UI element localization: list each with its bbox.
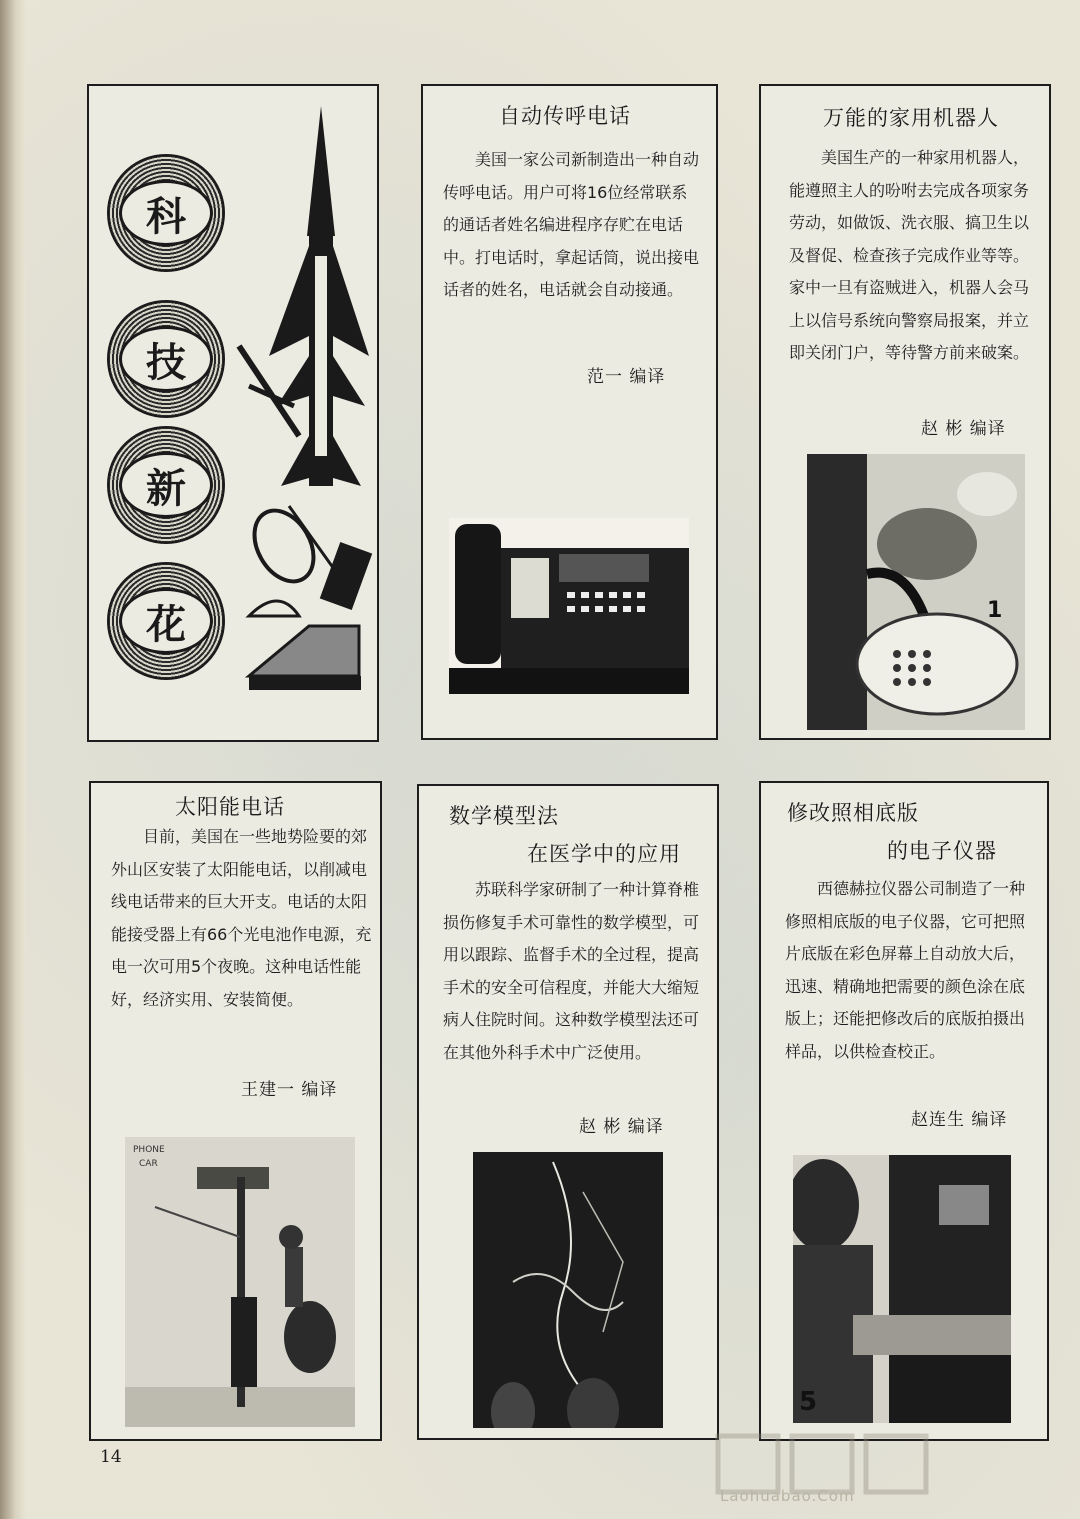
header-circle-4	[107, 562, 225, 680]
article-credit: 王建一 编译	[241, 1080, 338, 1100]
article-body: 目前，美国在一些地势险要的郊外山区安装了太阳能电话，以削减电线电话带来的巨大开支。电话的太阳能接受器上有66个光电池作电源，充电一次可用5个夜晚。这种电话性能好，经济实用、安装简便。	[111, 827, 372, 1009]
article-title: 自动传呼电话	[499, 104, 631, 128]
article-body: 美国生产的一种家用机器人，能遵照主人的吩咐去完成各项家务劳动，如做饭、洗衣服、搞卫生以及督促、检查孩子完成作业等等。家中一旦有盗贼进入，机器人会马上以信号系统向警察局报案，并立即关闭门户，等待警方前来破案。	[789, 148, 1030, 362]
header-circle-1	[107, 154, 225, 272]
section-header-panel	[87, 84, 379, 742]
header-char-4: 花	[119, 588, 213, 654]
article-body: 西德赫拉仪器公司制造了一种修照相底版的电子仪器，它可把照片底版在彩色屏幕上自动放大后，迅速、精确地把需要的颜色涂在底版上；还能把修改后的底版拍摄出样品，以供检查校正。	[785, 879, 1026, 1061]
binding-edge	[0, 0, 26, 1519]
article-credit: 赵 彬 编译	[921, 419, 1006, 439]
photo-number-label: 5	[799, 1387, 818, 1417]
watermark-url: Laohuabao.Com	[720, 1487, 855, 1505]
article-title: 修改照相底版	[787, 801, 919, 825]
article-body: 美国一家公司新制造出一种自动传呼电话。用户可将16位经常联系的通话者姓名编进程序存贮在电话中。打电话时，拿起话筒，说出接电话者的姓名，电话就会自动接通。	[443, 150, 700, 299]
article-negative-retouch	[759, 781, 1049, 1441]
article-credit: 赵连生 编译	[911, 1110, 1008, 1130]
article-title: 数学模型法	[449, 804, 559, 828]
medical-model-photo	[473, 1152, 663, 1428]
article-title: 太阳能电话	[175, 795, 285, 819]
retouch-device-photo	[793, 1155, 1011, 1423]
telephone-photo	[449, 518, 689, 694]
header-circle-3	[107, 426, 225, 544]
header-char-3: 新	[119, 452, 213, 518]
rocket-satellite-illustration	[229, 106, 379, 706]
article-household-robot	[759, 84, 1051, 740]
photo-number-label: 1	[987, 598, 1003, 623]
header-char-1: 科	[119, 180, 213, 246]
solar-phone-photo	[125, 1137, 355, 1427]
article-math-model	[417, 784, 719, 1440]
page-number: 14	[100, 1447, 122, 1467]
article-solar-phone	[89, 781, 382, 1441]
sign-text-car: CAR	[139, 1159, 158, 1169]
article-subtitle: 在医学中的应用	[527, 842, 681, 866]
header-circle-2	[107, 300, 225, 418]
robot-photo	[807, 454, 1025, 730]
article-credit: 范一 编译	[587, 367, 666, 387]
article-subtitle: 的电子仪器	[887, 839, 997, 863]
header-char-2: 技	[119, 326, 213, 392]
article-title: 万能的家用机器人	[823, 106, 999, 130]
article-credit: 赵 彬 编译	[579, 1117, 664, 1137]
article-body: 苏联科学家研制了一种计算脊椎损伤修复手术可靠性的数学模型，可用以跟踪、监督手术的全过程，提高手术的安全可信程度，并能大大缩短病人住院时间。这种数学模型法还可在其他外科手术中广泛使用。	[443, 880, 700, 1062]
sign-text-phone: PHONE	[133, 1145, 165, 1155]
article-auto-dial-phone	[421, 84, 718, 740]
